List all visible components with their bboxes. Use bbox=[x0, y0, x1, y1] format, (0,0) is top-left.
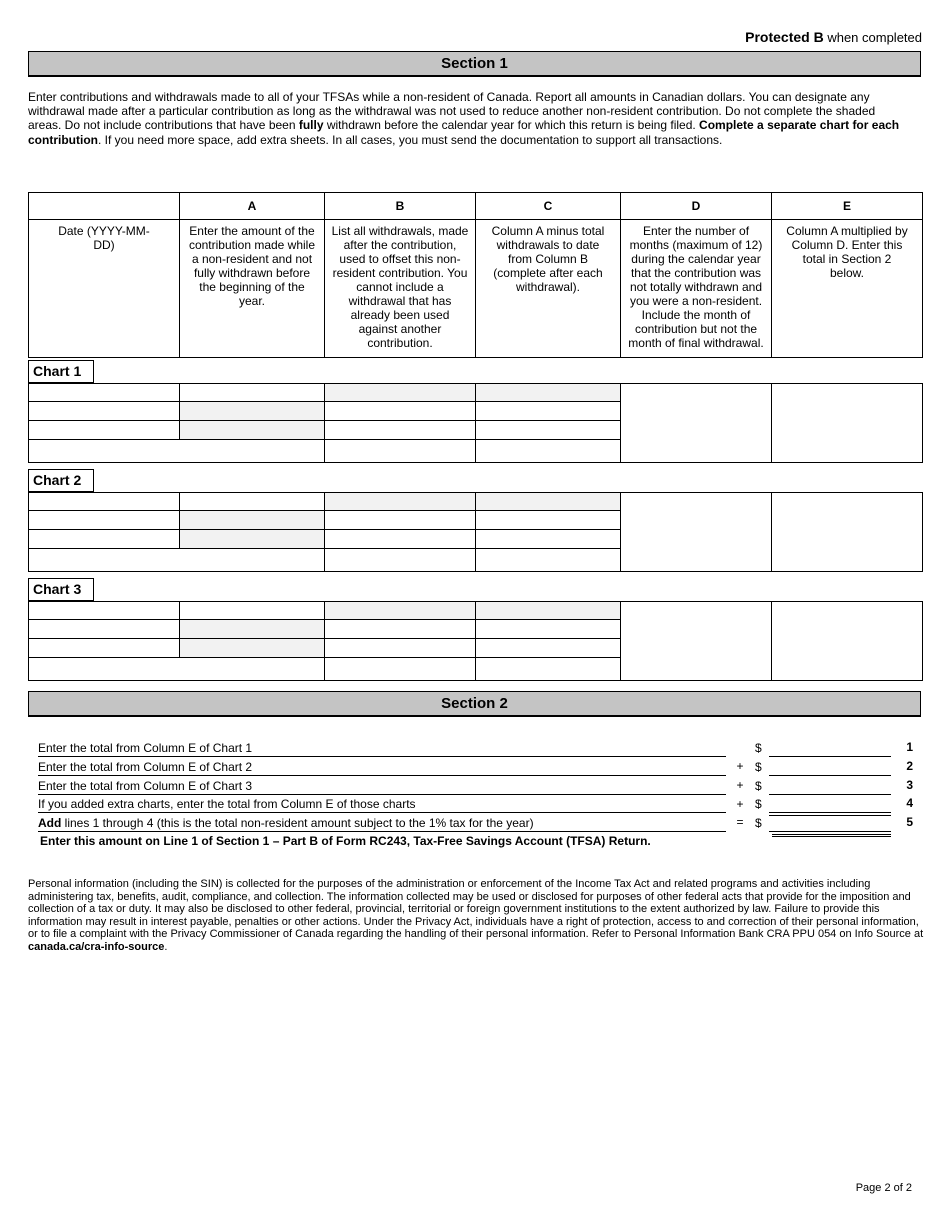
line-4-label: If you added extra charts, enter the total from Column E of those charts bbox=[38, 795, 726, 813]
line-1-dollar: $ bbox=[755, 741, 762, 755]
chart1-b-2[interactable] bbox=[325, 402, 476, 421]
chart1-date-3[interactable] bbox=[29, 421, 180, 440]
chart2-a-1[interactable] bbox=[180, 493, 325, 511]
chart3-b-2[interactable] bbox=[325, 620, 476, 639]
chart2-a-3-shaded bbox=[180, 530, 325, 549]
chart2-date-1[interactable] bbox=[29, 493, 180, 511]
chart1-e[interactable] bbox=[772, 384, 923, 463]
chart2-c-4[interactable] bbox=[476, 549, 621, 572]
chart1-b-4[interactable] bbox=[325, 440, 476, 463]
line-1-label: Enter the total from Column E of Chart 1 bbox=[38, 739, 726, 757]
column-date-description: Date (YYYY-MM-DD) bbox=[29, 220, 180, 358]
chart2-d[interactable] bbox=[621, 493, 772, 572]
column-b-description: List all withdrawals, made after the contribution, used to offset this non-resident contribution. You cannot include a withdrawal that has already been used against another contribution. bbox=[325, 220, 476, 358]
line-5-amount-field[interactable] bbox=[769, 815, 891, 832]
line-4-operator: + bbox=[736, 797, 744, 811]
chart-1-table bbox=[28, 383, 923, 463]
chart1-a-2-shaded bbox=[180, 402, 325, 421]
line-4-number: 4 bbox=[906, 796, 913, 810]
final-instruction: Enter this amount on Line 1 of Section 1 – Part B of Form RC243, Tax-Free Savings Account (TFSA) Return. bbox=[40, 834, 651, 848]
chart2-c-1-shaded bbox=[476, 493, 621, 511]
chart3-c-4[interactable] bbox=[476, 658, 621, 681]
line-3-operator: + bbox=[736, 778, 744, 792]
protected-b-notice: Protected B when completed bbox=[745, 29, 922, 45]
line-4-dollar: $ bbox=[755, 797, 762, 811]
chart3-d[interactable] bbox=[621, 602, 772, 681]
line-2-operator: + bbox=[736, 759, 744, 773]
chart1-date-1[interactable] bbox=[29, 384, 180, 402]
column-letter-c: C bbox=[476, 193, 621, 220]
chart3-a-2-shaded bbox=[180, 620, 325, 639]
column-letter-d: D bbox=[621, 193, 772, 220]
column-a-description: Enter the amount of the contribution made while a non-resident and not fully withdrawn before the beginning of the year. bbox=[180, 220, 325, 358]
column-e-description: Column A multiplied by Column D. Enter this total in Section 2 below. bbox=[772, 220, 923, 358]
column-header-table bbox=[28, 192, 923, 358]
chart3-c-2[interactable] bbox=[476, 620, 621, 639]
chart3-c-3[interactable] bbox=[476, 639, 621, 658]
line-5-number: 5 bbox=[906, 815, 913, 829]
column-c-description: Column A minus total withdrawals to date from Column B (complete after each withdrawal). bbox=[476, 220, 621, 358]
chart2-a-2-shaded bbox=[180, 511, 325, 530]
chart3-date-3[interactable] bbox=[29, 639, 180, 658]
chart2-b-4[interactable] bbox=[325, 549, 476, 572]
chart1-a-3-shaded bbox=[180, 421, 325, 440]
line-1-number: 1 bbox=[906, 740, 913, 754]
chart2-blank-4 bbox=[29, 549, 325, 572]
chart2-date-2[interactable] bbox=[29, 511, 180, 530]
chart1-c-1-shaded bbox=[476, 384, 621, 402]
chart3-date-2[interactable] bbox=[29, 620, 180, 639]
privacy-notice: Personal information (including the SIN) is collected for the purposes of the administration or enforcement of the Income Tax Act and related programs and activities including administering tax, benefits, audit, compliance, and collection. The information collected may be used or disclosed for purposes of other federal acts that provide for the imposition and collection of a tax or duty. It may also be disclosed to other federal, provincial, territorial or foreign government institutions to the extent authorized by law. Failure to provide this information may result in interest payable, penalties or other actions. Under the Privacy Act, individuals have a right of protection, access to and correction of their personal information, or to file a complaint with the Privacy Commissioner of Canada regarding the handling of their personal information. Refer to Personal Information Bank CRA PPU 054 on Info Source at canada.ca/cra-info-source. bbox=[28, 878, 924, 953]
chart-1-label: Chart 1 bbox=[28, 360, 94, 383]
chart-3-label: Chart 3 bbox=[28, 578, 94, 601]
line-5-operator: = bbox=[736, 815, 744, 829]
line-3-label: Enter the total from Column E of Chart 3 bbox=[38, 777, 726, 795]
line-2-dollar: $ bbox=[755, 760, 762, 774]
section-1-header: Section 1 bbox=[28, 51, 921, 77]
line-2-number: 2 bbox=[906, 759, 913, 773]
chart1-d[interactable] bbox=[621, 384, 772, 463]
chart2-b-1-shaded bbox=[325, 493, 476, 511]
info-source-link[interactable]: canada.ca/cra-info-source bbox=[28, 940, 165, 953]
chart2-c-3[interactable] bbox=[476, 530, 621, 549]
line-2-label: Enter the total from Column E of Chart 2 bbox=[38, 758, 726, 776]
chart2-b-3[interactable] bbox=[325, 530, 476, 549]
line-4-amount-field[interactable] bbox=[769, 796, 891, 813]
column-letter-a: A bbox=[180, 193, 325, 220]
page-number: Page 2 of 2 bbox=[855, 1182, 912, 1194]
line-5-double-underline bbox=[772, 834, 891, 837]
chart3-e[interactable] bbox=[772, 602, 923, 681]
chart3-c-1-shaded bbox=[476, 602, 621, 620]
chart3-a-3-shaded bbox=[180, 639, 325, 658]
chart3-blank-4 bbox=[29, 658, 325, 681]
line-2-amount-field[interactable] bbox=[769, 759, 891, 776]
section-2-header: Section 2 bbox=[28, 691, 921, 717]
chart3-b-4[interactable] bbox=[325, 658, 476, 681]
chart2-c-2[interactable] bbox=[476, 511, 621, 530]
chart1-c-4[interactable] bbox=[476, 440, 621, 463]
section-1-instructions: Enter contributions and withdrawals made to all of your TFSAs while a non-resident of Canada. Report all amounts in Canadian dollars. You can designate any withdrawal made after a particular contribution as long as the withdrawal was not used to reduce another non-resident contribution. Do not complete the shaded areas. Do not include contributions that have been fully withdrawn before the calendar year for which this return is being filed. Complete a separate chart for each contribution. If you need more space, add extra sheets. In all cases, you must send the documentation to support all transactions. bbox=[28, 90, 900, 147]
chart1-blank-4 bbox=[29, 440, 325, 463]
chart3-a-1[interactable] bbox=[180, 602, 325, 620]
chart1-b-1-shaded bbox=[325, 384, 476, 402]
chart3-b-3[interactable] bbox=[325, 639, 476, 658]
chart2-date-3[interactable] bbox=[29, 530, 180, 549]
chart-2-label: Chart 2 bbox=[28, 469, 94, 492]
chart1-c-2[interactable] bbox=[476, 402, 621, 421]
line-3-amount-field[interactable] bbox=[769, 778, 891, 795]
line-3-dollar: $ bbox=[755, 779, 762, 793]
line-3-number: 3 bbox=[906, 778, 913, 792]
column-letter-e: E bbox=[772, 193, 923, 220]
chart3-date-1[interactable] bbox=[29, 602, 180, 620]
chart1-b-3[interactable] bbox=[325, 421, 476, 440]
chart1-c-3[interactable] bbox=[476, 421, 621, 440]
chart2-b-2[interactable] bbox=[325, 511, 476, 530]
chart-3-table bbox=[28, 601, 923, 681]
line-5-dollar: $ bbox=[755, 816, 762, 830]
chart3-b-1-shaded bbox=[325, 602, 476, 620]
line-1-amount-field[interactable] bbox=[769, 740, 891, 757]
line-5-label: Add lines 1 through 4 (this is the total non-resident amount subject to the 1% tax for the year) bbox=[38, 814, 726, 832]
chart1-date-2[interactable] bbox=[29, 402, 180, 421]
column-d-description: Enter the number of months (maximum of 12) during the calendar year that the contribution was not totally withdrawn and you were a non-resident. Include the month of contribution but not the month of final withdrawal. bbox=[621, 220, 772, 358]
chart1-a-1[interactable] bbox=[180, 384, 325, 402]
chart-2-table bbox=[28, 492, 923, 572]
column-letter-blank bbox=[29, 193, 180, 220]
chart2-e[interactable] bbox=[772, 493, 923, 572]
column-letter-b: B bbox=[325, 193, 476, 220]
